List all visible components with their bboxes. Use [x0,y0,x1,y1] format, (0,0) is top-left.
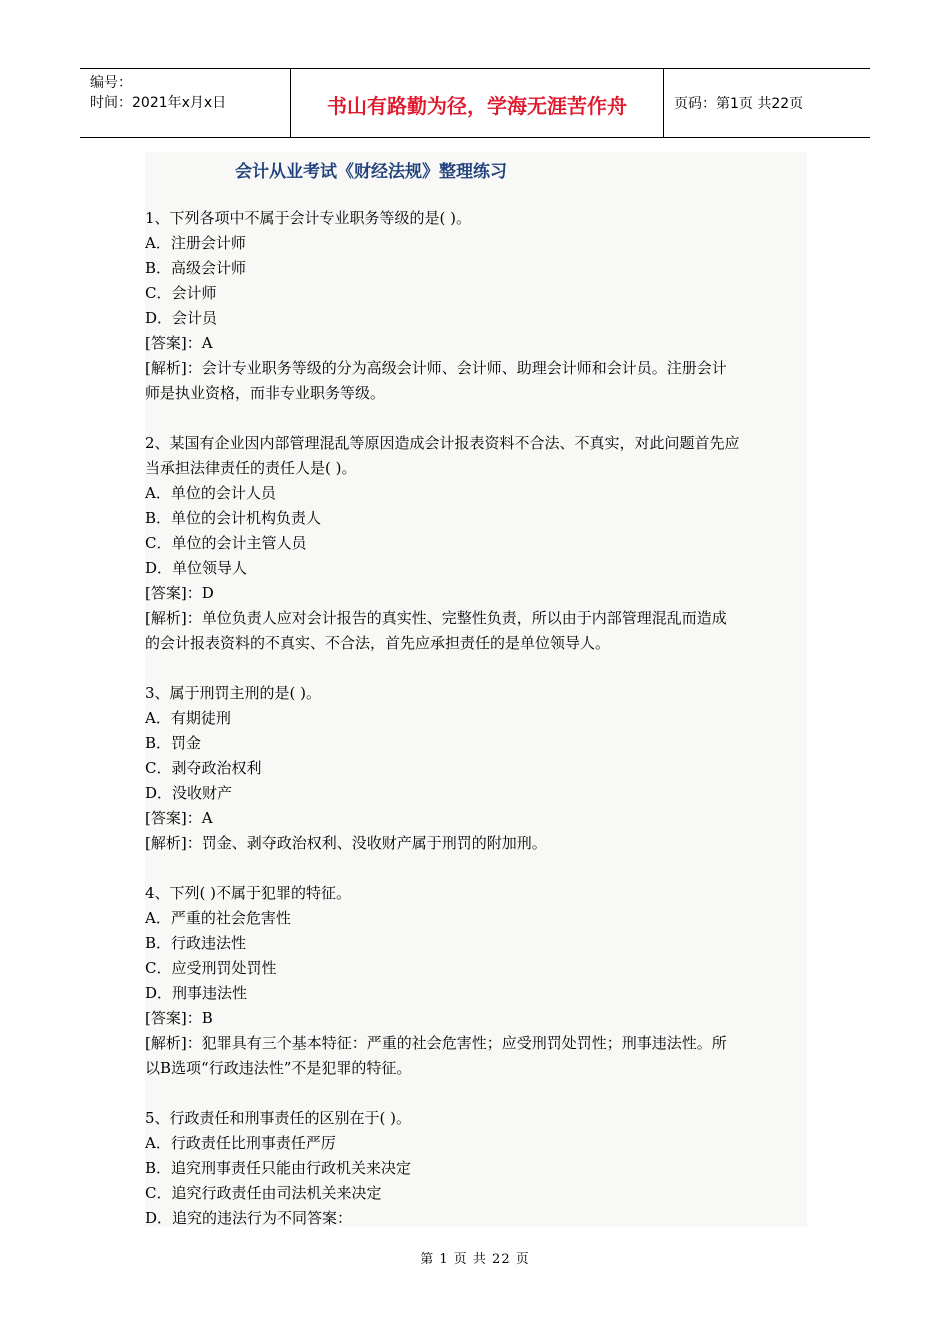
document-title: 会计从业考试《财经法规》整理练习 [235,162,507,182]
analysis-text: [解析]：罚金、剥夺政治权利、没收财产属于刑罚的附加刑。 [145,834,547,852]
answer-line: [答案]：A [145,334,213,352]
answer-option: A．有期徒刑 [145,709,231,727]
answer-option: B．单位的会计机构负责人 [145,509,322,527]
question-stem: 5、行政责任和刑事责任的区别在于( )。 [145,1109,412,1127]
analysis-text: [解析]：犯罪具有三个基本特征：严重的社会危害性；应受刑罚处罚性；刑事违法性。所 [145,1034,727,1052]
answer-line: [答案]：D [145,584,214,602]
question-stem: 1、下列各项中不属于会计专业职务等级的是( )。 [145,209,472,227]
header-meta [80,69,291,137]
date-line: 时间：2021年x月x日 [90,95,227,111]
answer-option: A．单位的会计人员 [145,484,276,502]
answer-option: C．剥夺政治权利 [145,759,262,777]
page-footer: 第 1 页 共 22 页 [420,1252,530,1267]
answer-option: D．单位领导人 [145,559,248,577]
answer-option: B．罚金 [145,734,202,752]
answer-option: C．单位的会计主管人员 [145,534,307,552]
analysis-text: 的会计报表资料的不真实、不合法，首先应承担责任的是单位领导人。 [145,634,611,652]
question-stem: 3、属于刑罚主刑的是( )。 [145,684,322,702]
answer-option: A．严重的社会危害性 [145,909,291,927]
answer-option: A．注册会计师 [145,234,246,252]
question-block [145,881,807,1081]
answer-option: B．追究刑事责任只能由行政机关来决定 [145,1159,412,1177]
answer-line: [答案]：A [145,809,213,827]
question-block [145,681,807,856]
answer-option: B．行政违法性 [145,934,247,952]
question-block [145,206,807,406]
answer-option: A．行政责任比刑事责任严厉 [145,1134,336,1152]
question-block [145,1106,807,1227]
document-body [145,152,807,1227]
answer-option: D．会计员 [145,309,218,327]
answer-option: C．会计师 [145,284,217,302]
analysis-text: 以B选项“行政违法性”不是犯罪的特征。 [145,1059,412,1077]
question-block [145,431,807,656]
answer-line: [答案]：B [145,1009,213,1027]
number-label: 编号： [90,75,132,91]
answer-option: D．没收财产 [145,784,233,802]
analysis-text: [解析]：单位负责人应对会计报告的真实性、完整性负责，所以由于内部管理混乱而造成 [145,609,727,627]
analysis-text: [解析]：会计专业职务等级的分为高级会计师、会计师、助理会计师和会计员。注册会计 [145,359,727,377]
question-stem: 4、下列( )不属于犯罪的特征。 [145,884,352,902]
answer-option: D．刑事违法性 [145,984,248,1002]
analysis-text: 师是执业资格，而非专业职务等级。 [145,384,386,402]
question-stem: 当承担法律责任的责任人是( )。 [145,459,357,477]
question-list [145,206,807,1227]
answer-option: C．追究行政责任由司法机关来决定 [145,1184,382,1202]
document-header [80,68,870,138]
answer-option: B．高级会计师 [145,259,247,277]
header-page-info: 页码：第1页 共22页 [674,96,804,112]
header-motto: 书山有路勤为径，学海无涯苦作舟 [291,69,664,137]
answer-option: C．应受刑罚处罚性 [145,959,277,977]
question-stem: 2、某国有企业因内部管理混乱等原因造成会计报表资料不合法、不真实，对此问题首先应 [145,434,740,452]
answer-option: D．追究的违法行为不同答案： [145,1209,353,1227]
